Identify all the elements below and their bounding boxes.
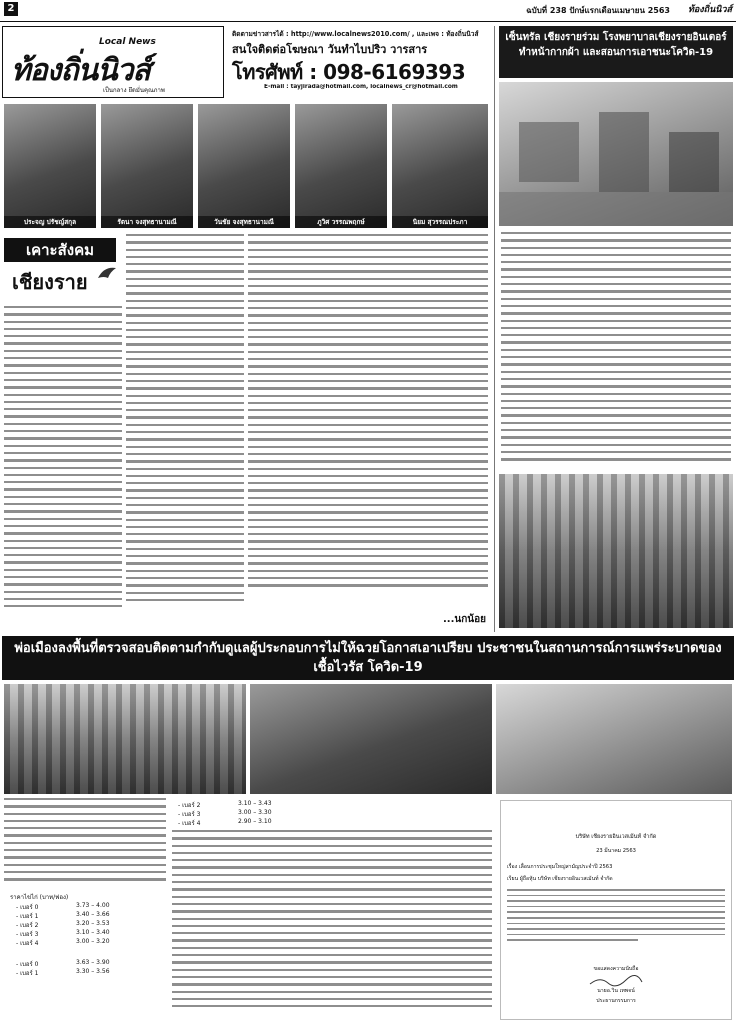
staff-photo (295, 104, 387, 228)
story-photo (4, 684, 246, 794)
logo (2, 26, 224, 98)
staff-strip (4, 104, 488, 228)
email-line: E-mail : tayjirada@hotmail.com, localnews_cr@hotmail.com (264, 84, 458, 90)
column-title (4, 234, 120, 304)
notice-signer-title: ประธานกรรมการ (596, 998, 636, 1004)
staff-name: ประจญ ปรัชญ์สกุล (4, 216, 96, 228)
page-header (0, 0, 736, 22)
notice-closing: ขอแสดงความนับถือ (593, 966, 639, 972)
phone-number: โทรศัพท์ : 098-6169393 (232, 60, 466, 84)
main-story-body (4, 798, 166, 888)
price-row: - เบอร์ 4 2.90 – 3.10 (178, 818, 272, 827)
staff-photo (392, 104, 488, 228)
price-row: - เบอร์ 2 3.20 – 3.53 (16, 920, 110, 929)
right-story-headline: เซ็นทรัล เชียงรายร่วม โรงพยาบาลเชียงรายอินเตอร์ ทำหน้ากากผ้า และสอนการเอาชนะโควิด-19 (499, 26, 733, 78)
notice-date: 23 มีนาคม 2563 (596, 848, 636, 854)
notice-to: เรียน ผู้ถือหุ้น บริษัท เชียงรายอินเวสเม้นท์ จำกัด (507, 876, 613, 882)
price-row: - เบอร์ 1 3.30 – 3.56 (16, 968, 110, 977)
price-row: - เบอร์ 3 3.10 – 3.40 (16, 929, 110, 938)
logo-main: ท้องถิ่นนิวส์ (11, 53, 150, 88)
website-line: ติดตามข่าวสารได้ : http://www.localnews2010.com/ , และเพจ : ท้องถิ่นนิวส์ (232, 30, 479, 38)
notice-subject: เรื่อง เลื่อนการประชุมใหญ่สามัญประจำปี 2563 (507, 864, 613, 870)
story-photo (250, 684, 492, 794)
staff-photo (4, 104, 96, 228)
bird-icon (96, 264, 118, 284)
price-row: - เบอร์ 3 3.00 – 3.30 (178, 809, 272, 818)
right-story-body (501, 232, 731, 468)
staff-name: นิยม สุวรรณประภา (392, 216, 488, 228)
staff-photo (198, 104, 290, 228)
story-photo (499, 82, 733, 226)
column-body (4, 306, 122, 628)
staff-name: วันชัย จงสุทธานามณี (198, 216, 290, 228)
price-row: - เบอร์ 4 3.00 – 3.20 (16, 938, 110, 947)
story-photo (496, 684, 732, 794)
notice-letter (500, 800, 732, 1020)
price-row: - เบอร์ 1 3.40 – 3.66 (16, 911, 110, 920)
staff-name: รัตนา จงสุทธานามณี (101, 216, 193, 228)
main-story-body (172, 830, 492, 1020)
logo-en: Local News (99, 37, 156, 47)
staff-name: ภูวิศ วรรณพฤกษ์ (295, 216, 387, 228)
column-title-top: เคาะสังคม (4, 238, 116, 262)
price-intro: ราคาไข่ไก่ (บาท/ฟอง) (10, 894, 69, 901)
main-story-headline: พ่อเมืองลงพื้นที่ตรวจสอบติดตามกำกับดูแลผู้ประกอบการไม่ให้ฉวยโอกาสเอาเปรียบ ประชาชนในสถานการณ์การแพร่ระบาดของเชื้อไวรัส โควิด-19 (2, 636, 734, 680)
logo-tagline: เป็นกลาง ยึดมั่นคุณภาพ (103, 87, 165, 94)
brand-small: ท้องถิ่นนิวส์ (687, 5, 732, 15)
price-row: - เบอร์ 0 3.73 – 4.00 (16, 902, 110, 911)
notice-company: บริษัท เชียงรายอินเวสเม้นท์ จำกัด (575, 834, 657, 840)
issue-info: ฉบับที่ 238 ปักษ์แรกเดือนเมษายน 2563 (526, 6, 670, 15)
story-photo (499, 474, 733, 628)
page-number: 2 (4, 2, 18, 16)
signature (507, 973, 725, 987)
column-signoff: ...นกน้อย (443, 614, 486, 625)
price-list-mid (178, 800, 328, 827)
notice-body (507, 889, 725, 951)
price-list (16, 902, 166, 977)
masthead (2, 26, 488, 100)
advertise-line: สนใจติดต่อโฆษณา วันทำไบปริว วารสาร (232, 43, 428, 56)
right-story (494, 26, 734, 632)
price-row: - เบอร์ 2 3.10 – 3.43 (178, 800, 272, 809)
staff-photo (101, 104, 193, 228)
notice-signer: นายอ.วิน เทพจน์ (597, 988, 635, 994)
column-body (248, 234, 488, 618)
column-title-bottom: เชียงราย (12, 270, 88, 294)
price-row: - เบอร์ 0 3.63 – 3.90 (16, 959, 110, 968)
column-body (126, 234, 244, 628)
